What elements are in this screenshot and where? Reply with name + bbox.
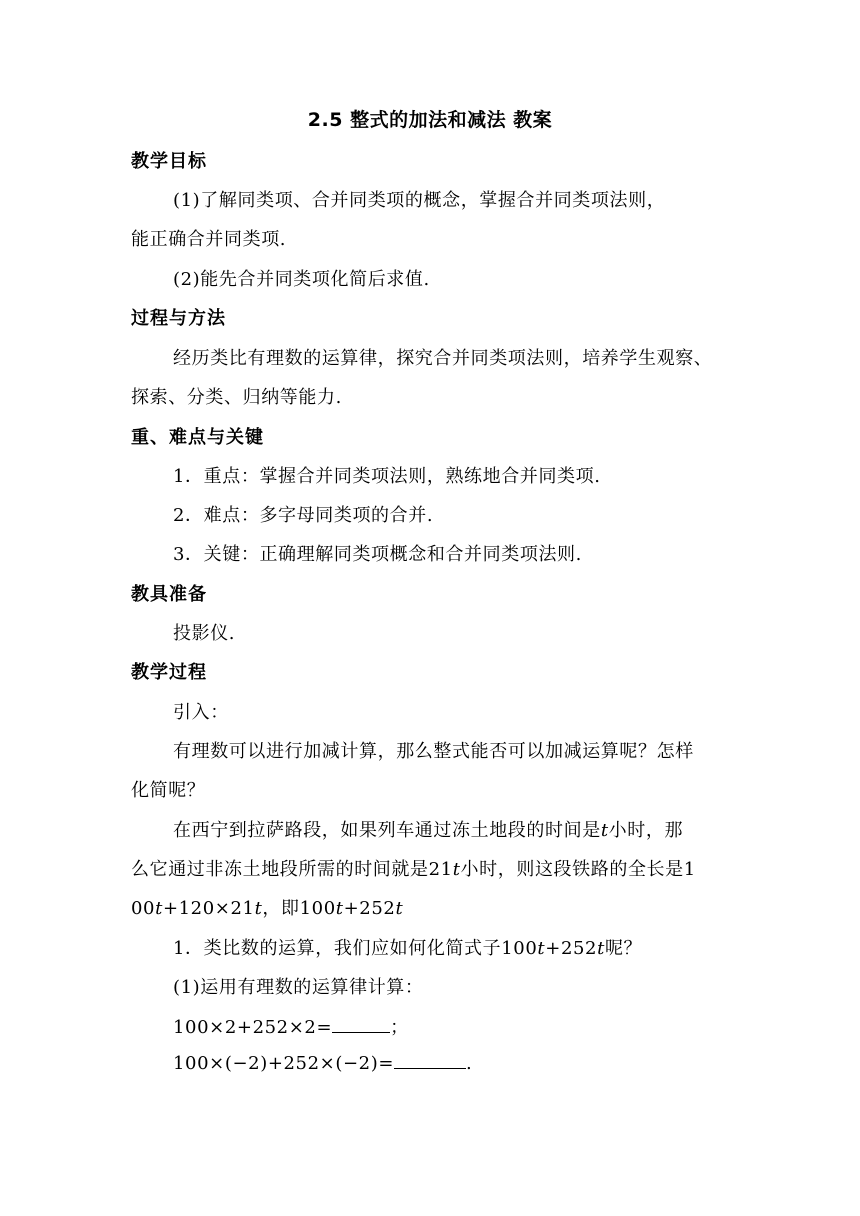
- heading-key-points: 重、难点与关键: [131, 427, 264, 448]
- answer-blank-2[interactable]: [394, 1052, 466, 1069]
- answer-blank-1[interactable]: [332, 1016, 390, 1033]
- question-line-1: 有理数可以进行加减计算，那么整式能否可以加减运算呢？怎样: [173, 741, 694, 762]
- variable-t: t: [335, 898, 344, 919]
- process-method-line-2: 探索、分类、归纳等能力.: [131, 387, 342, 408]
- calculation-2-end: .: [466, 1053, 473, 1074]
- step-1-text-a: 1．类比数的运算，我们应如何化简式子100: [173, 938, 538, 959]
- example-line-3: [131, 894, 403, 920]
- example-line-3-text-d: +252: [343, 898, 396, 919]
- example-line-1-text-b: 小时，那: [608, 820, 684, 841]
- example-line-2-text-a: 么它通过非冻土地段所需的时间就是21: [131, 859, 453, 880]
- goal-item-1-line-1: (1)了解同类项、合并同类项的概念，掌握合并同类项法则，: [173, 190, 666, 211]
- key-point-item-2: 2．难点：多字母同类项的合并.: [173, 505, 434, 526]
- example-line-1-text-a: 在西宁到拉萨路段，如果列车通过冻土地段的时间是: [173, 820, 601, 841]
- calculation-2: [173, 1052, 472, 1074]
- heading-materials: 教具准备: [131, 584, 207, 605]
- intro-label: 引入：: [173, 702, 229, 723]
- variable-t: t: [155, 898, 163, 919]
- example-line-3-text-a: 00: [131, 898, 156, 919]
- key-point-item-3: 3．关键：正确理解同类项概念和合并同类项法则.: [173, 544, 582, 565]
- calculation-1: [173, 1013, 409, 1039]
- goal-item-2: (2)能先合并同类项化简后求值.: [173, 269, 430, 290]
- example-line-3-text-b: +120×21: [162, 898, 255, 919]
- calculation-1-expression: 100×2+252×2=: [173, 1017, 333, 1038]
- variable-t: t: [600, 820, 609, 841]
- example-line-3-text-c: ，即100: [262, 898, 336, 919]
- document-title: 2.5 整式的加法和减法 教案: [307, 109, 553, 131]
- variable-t: t: [395, 898, 404, 919]
- example-line-1: [173, 816, 683, 842]
- example-line-2: [131, 855, 696, 881]
- step-1-text-c: 呢？: [604, 938, 643, 959]
- variable-t: t: [597, 938, 605, 959]
- goal-item-1-line-2: 能正确合并同类项.: [131, 229, 287, 250]
- example-line-2-text-b: 小时，则这段铁路的全长是1: [460, 859, 696, 880]
- step-1-subitem: (1)运用有理数的运算律计算：: [173, 977, 424, 998]
- question-line-2: 化简呢？: [131, 780, 206, 801]
- key-point-item-1: 1．重点：掌握合并同类项法则，熟练地合并同类项.: [173, 466, 601, 487]
- heading-teaching-goals: 教学目标: [131, 151, 207, 172]
- variable-t: t: [452, 859, 461, 880]
- materials-text: 投影仪.: [173, 623, 236, 644]
- variable-t: t: [537, 938, 546, 959]
- step-1-text-b: +252: [545, 938, 598, 959]
- heading-teaching-process: 教学过程: [131, 662, 207, 683]
- step-1: [173, 934, 642, 960]
- calculation-2-expression: 100×(−2)+252×(−2)=: [173, 1053, 394, 1074]
- process-method-line-1: 经历类比有理数的运算律，探究合并同类项法则，培养学生观察、: [173, 348, 713, 369]
- variable-t: t: [254, 898, 263, 919]
- calculation-1-end: ；: [390, 1017, 409, 1038]
- heading-process-method: 过程与方法: [131, 308, 226, 329]
